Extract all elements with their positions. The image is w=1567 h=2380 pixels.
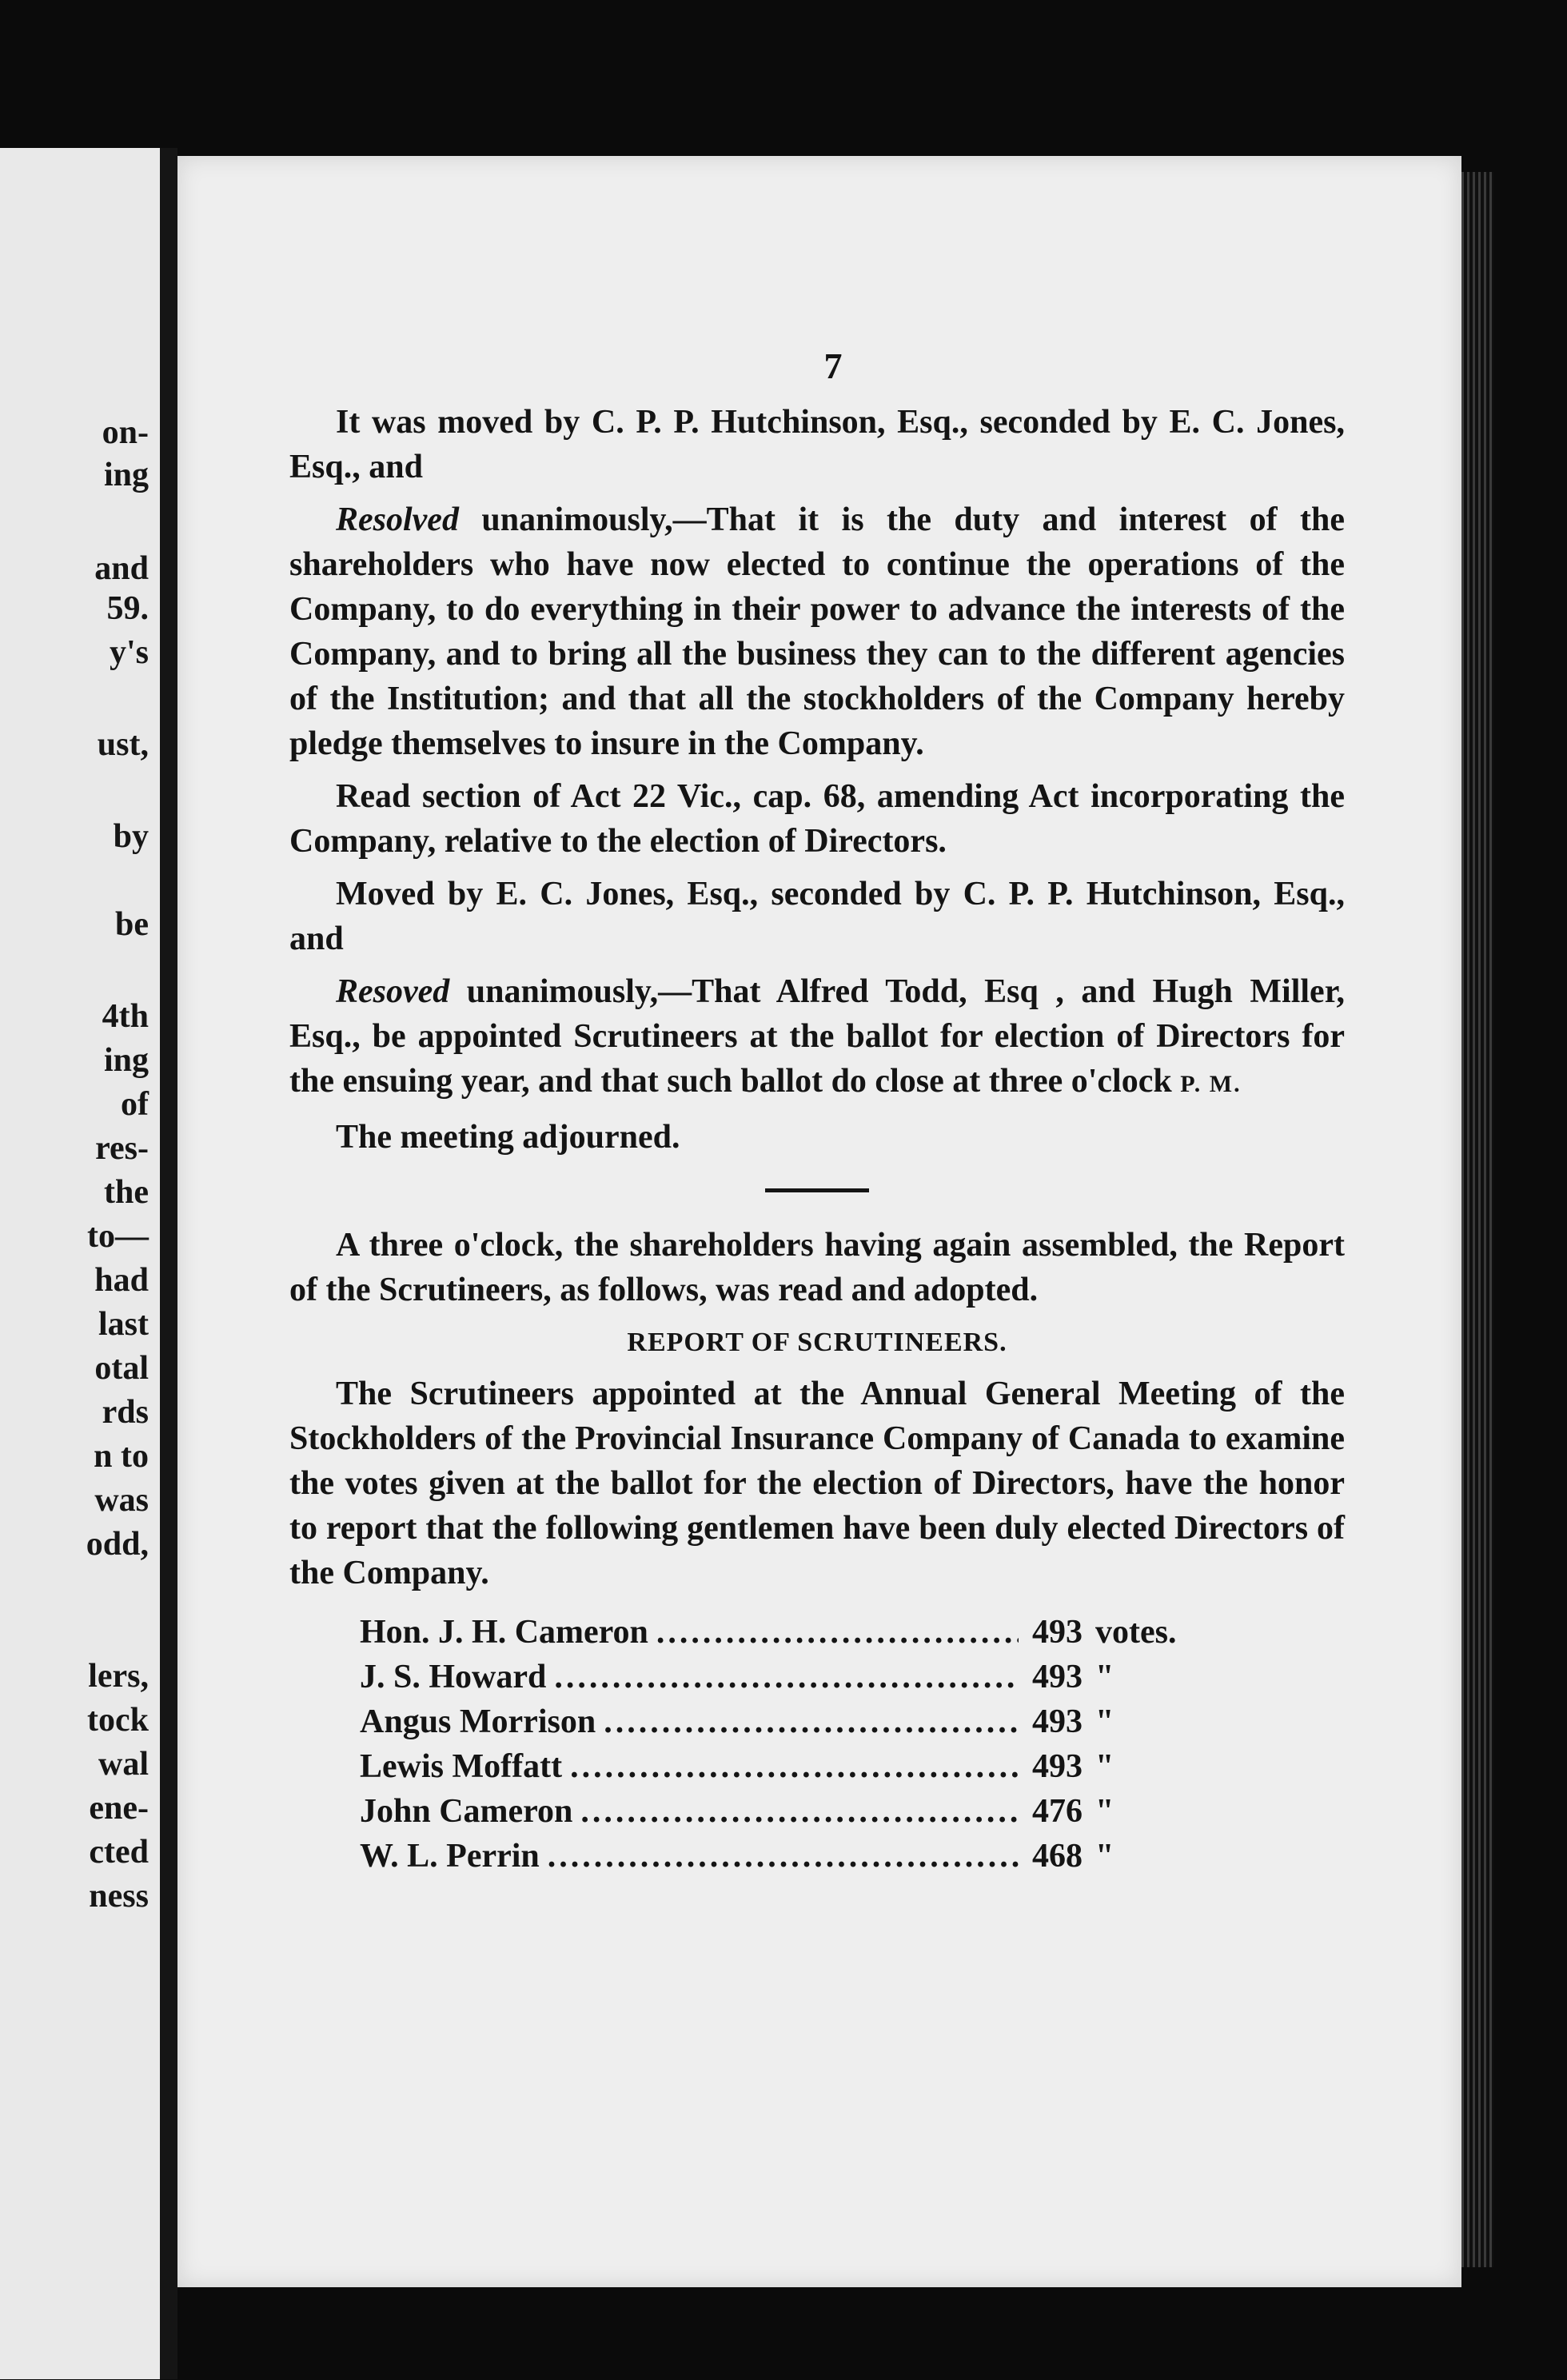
- vote-unit: ": [1095, 1659, 1114, 1695]
- vote-unit: ": [1095, 1793, 1114, 1830]
- left-fragment-line: of: [121, 1086, 149, 1123]
- vote-unit: ": [1095, 1703, 1114, 1740]
- left-fragment-line: was: [94, 1482, 149, 1519]
- leader-dots: [548, 1834, 1019, 1879]
- left-fragment-line: ene-: [89, 1790, 149, 1827]
- scrutineer-resolution-text: unanimously,—That Alfred Todd, Esq , and Hugh Miller, Esq., be appointed Scrutineers at the ballot for election of Directors for the ensuing year, and that such ballot do close at three o'clock: [289, 973, 1345, 1100]
- director-name: Hon. J. H. Cameron: [360, 1614, 648, 1651]
- paragraph-reassembled: A three o'clock, the shareholders having again assembled, the Report of the Scrutineers, as follows, was read and adopted.: [289, 1227, 1345, 1308]
- vote-count: 493: [1032, 1748, 1083, 1785]
- resolved-label: Resolved: [336, 501, 459, 538]
- left-fragment-line: and: [94, 550, 149, 587]
- leader-dots: [580, 1789, 1019, 1834]
- left-fragment-line: wal: [98, 1746, 149, 1783]
- left-fragment-line: n to: [94, 1438, 149, 1475]
- left-fragment-line: ing: [103, 457, 149, 493]
- page-edges: [1461, 172, 1493, 2267]
- director-name: John Cameron: [360, 1793, 573, 1830]
- paragraph-scrutineer-resolution: [289, 969, 1345, 1107]
- left-fragment-line: ust,: [97, 726, 149, 763]
- left-page-fragment: [0, 148, 166, 2379]
- page-content: [289, 344, 1345, 1879]
- left-fragment-line: be: [115, 906, 149, 943]
- left-fragment-line: cted: [89, 1834, 149, 1871]
- left-fragment-line: by: [113, 818, 149, 855]
- left-fragment-line: to—: [87, 1218, 149, 1255]
- vote-unit: votes.: [1095, 1614, 1177, 1651]
- main-page: [177, 156, 1461, 2287]
- left-fragment-line: tock: [87, 1702, 149, 1739]
- left-fragment-line: ing: [103, 1042, 149, 1079]
- leader-dots: [570, 1744, 1019, 1789]
- leader-dots: [604, 1699, 1019, 1744]
- left-fragment-line: 59.: [106, 590, 149, 627]
- left-fragment-line: rds: [102, 1394, 149, 1431]
- vote-count: 493: [1032, 1614, 1083, 1651]
- director-name: J. S. Howard: [360, 1659, 547, 1695]
- resolution-text: unanimously,—That it is the duty and interest of the shareholders who have now elected to continue the operations of the Company, to do everything in their power to advance the interests of the Company, and to bring all the business they can to the different agencies of the Institution; and that all the stockholders of the Company hereby pledge themselves to insure in the Company.: [289, 501, 1345, 762]
- left-fragment-line: last: [98, 1306, 149, 1343]
- left-fragment-line: ness: [89, 1878, 149, 1915]
- director-name: Angus Morrison: [360, 1703, 596, 1740]
- result-row: [360, 1610, 1199, 1655]
- left-fragment-line: y's: [109, 634, 149, 671]
- book-gutter: [160, 148, 177, 2379]
- director-name: Lewis Moffatt: [360, 1748, 563, 1785]
- left-fragment-line: odd,: [86, 1526, 149, 1563]
- leader-dots: [554, 1655, 1019, 1699]
- vote-unit: ": [1095, 1838, 1114, 1875]
- result-row: [360, 1699, 1199, 1744]
- resoved-label: Resoved: [336, 973, 450, 1010]
- paragraph-motion: It was moved by C. P. P. Hutchinson, Esq., seconded by E. C. Jones, Esq., and: [289, 404, 1345, 485]
- vote-count: 493: [1032, 1703, 1083, 1740]
- vote-count: 493: [1032, 1659, 1083, 1695]
- paragraph-report: The Scrutineers appointed at the Annual General Meeting of the Stockholders of the Provincial Insurance Company of Canada to examine the votes given at the ballot for the election of Directors, have the honor to report that the following gentlemen have been duly elected Directors of the Company.: [289, 1376, 1345, 1591]
- page-number: 7: [823, 345, 843, 386]
- time-pm: P. M.: [1180, 1071, 1242, 1097]
- result-row: [360, 1789, 1199, 1834]
- director-name: W. L. Perrin: [360, 1838, 540, 1875]
- result-row: [360, 1744, 1199, 1789]
- section-heading: REPORT OF SCRUTINEERS.: [627, 1328, 1007, 1357]
- paragraph-second-motion: Moved by E. C. Jones, Esq., seconded by C. P. P. Hutchinson, Esq., and: [289, 876, 1345, 957]
- left-fragment-line: lers,: [88, 1658, 149, 1695]
- left-fragment-line: res-: [95, 1130, 149, 1167]
- leader-dots: [656, 1610, 1019, 1655]
- paragraph-act-reading: Read section of Act 22 Vic., cap. 68, amending Act incorporating the Company, relative to the election of Directors.: [289, 778, 1345, 860]
- left-fragment-line: had: [94, 1262, 149, 1299]
- left-fragment-line: otal: [94, 1350, 149, 1387]
- vote-count: 468: [1032, 1838, 1083, 1875]
- election-results: [360, 1610, 1199, 1879]
- paragraph-adjourned: The meeting adjourned.: [336, 1119, 680, 1156]
- section-rule: [765, 1188, 869, 1192]
- left-fragment-line: the: [104, 1174, 149, 1211]
- left-fragment-line: 4th: [102, 998, 149, 1035]
- left-fragment-line: on-: [102, 414, 149, 451]
- paragraph-resolution: [289, 497, 1345, 766]
- result-row: [360, 1834, 1199, 1879]
- vote-count: 476: [1032, 1793, 1083, 1830]
- result-row: [360, 1655, 1199, 1699]
- vote-unit: ": [1095, 1748, 1114, 1785]
